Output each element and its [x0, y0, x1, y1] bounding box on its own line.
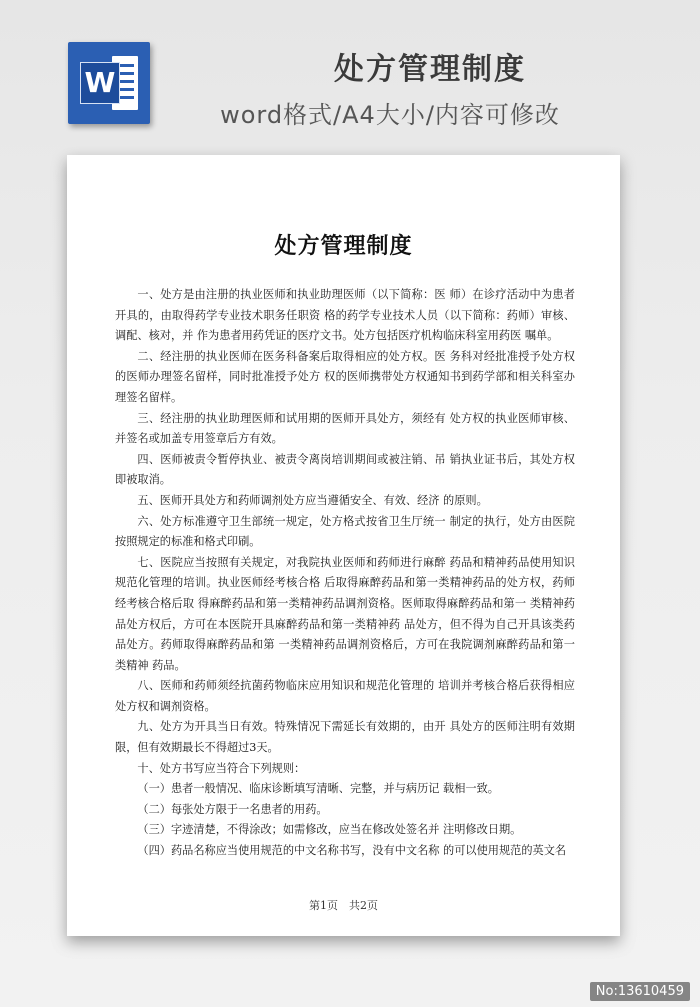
paragraph-10-rule-4: （四）药品名称应当使用规范的中文名称书写，没有中文名称 的可以使用规范的英文名: [137, 844, 567, 858]
image-id-badge: No:13610459: [590, 982, 690, 1001]
paragraph-9: 九、处方为开具当日有效。特殊情况下需延长有效期的，由开 具处方的医师注明有效期限，但有效期最长不得超过3天。: [115, 720, 575, 755]
paragraph-3: 三、经注册的执业助理医师和试用期的医师开具处方，须经有 处方权的执业医师审核、并签名或加盖专用签章后方有效。: [115, 411, 575, 446]
paragraph-10-rule-2: （二）每张处方限于一名患者的用药。: [137, 802, 328, 816]
word-icon-letter: W: [80, 62, 120, 104]
paragraph-6: 六、处方标准遵守卫生部统一规定，处方格式按省卫生厅统一 制定的执行，处方由医院按照规定的标准和格式印刷。: [115, 514, 575, 549]
paragraph-10-rule-3: （三）字迹清楚，不得涂改；如需修改，应当在修改处签名并 注明修改日期。: [137, 823, 522, 837]
word-document-icon: [68, 42, 150, 124]
paragraph-10-rule-1: （一）患者一般情况、临床诊断填写清晰、完整，并与病历记 载相一致。: [137, 782, 499, 796]
paragraph-8: 八、医师和药师须经抗菌药物临床应用知识和规范化管理的 培训并考核合格后获得相应处方权和调剂资格。: [115, 679, 575, 713]
paragraph-5: 五、医师开具处方和药师调剂处方应当遵循安全、有效、经济 的原则。: [137, 493, 488, 507]
paragraph-4: 四、医师被责令暂停执业、被责令离岗培训期间或被注销、吊 销执业证书后，其处方权即被取消。: [115, 452, 575, 487]
header-subtitle: word格式/A4大小/内容可修改: [220, 101, 560, 129]
document-page: [67, 155, 620, 936]
paragraph-7: 七、医院应当按照有关规定，对我院执业医师和药师进行麻醉 药品和精神药品使用知识规范化管理的培训。执业医师经考核合格 后取得麻醉药品和第一类精神药品的处方权，药师经考核合格后取 得麻醉药品和第一类精神药品调剂资格。医师取得麻醉药品和第一 类精神药品处方权后，方可在本医院开具麻醉药品和第一类精神药 品处方，但不得为自己开具该类药品处方。药师取得麻醉药品和第 一类精神药品调剂资格后，方可在我院调剂麻醉药品和第一类精神 药品。: [115, 555, 575, 672]
promo-header: [0, 0, 700, 150]
paragraph-1: 一、处方是由注册的执业医师和执业助理医师（以下简称：医 师）在诊疗活动中为患者开具的，由取得药学专业技术职务任职资 格的药学专业技术人员（以下简称：药师）审核、调配、核对，并 作为患者用药凭证的医疗文书。处方包括医疗机构临床科室用药医 嘱单。: [115, 288, 575, 343]
header-title: 处方管理制度: [334, 52, 526, 87]
document-title: 处方管理制度: [274, 233, 413, 259]
paragraph-10: 十、处方书写应当符合下列规则：: [137, 761, 306, 775]
document-body: [115, 285, 575, 862]
page-number-footer: 第1页 共2页: [309, 899, 378, 912]
paragraph-2: 二、经注册的执业医师在医务科备案后取得相应的处方权。医 务科对经批准授予处方权的医师办理签名留样，同时批准授予处方 权的医师携带处方权通知书到药学部和相关科室办理签名留样。: [115, 349, 575, 404]
